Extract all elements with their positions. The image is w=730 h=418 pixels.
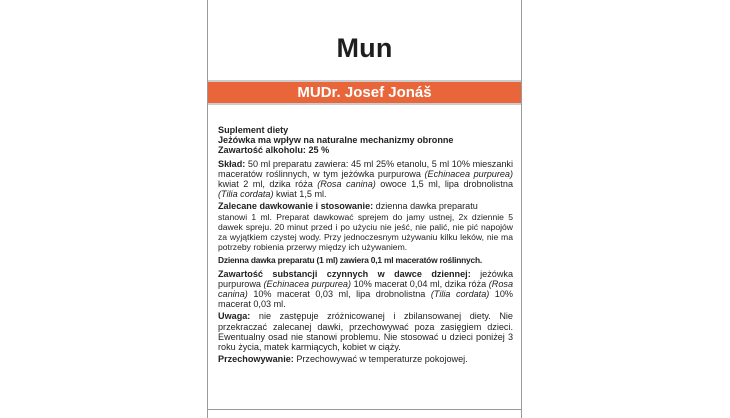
product-label bbox=[207, 0, 522, 418]
composition-text: kwiat 1,5 ml. bbox=[273, 189, 327, 200]
heading-line: Zawartość alkoholu: 25 % bbox=[218, 145, 330, 156]
active-text: 10% macerat 0,03 ml. bbox=[218, 289, 514, 310]
plant-name: (Tilia cordata) bbox=[218, 189, 274, 200]
dosage-paragraph bbox=[218, 201, 513, 252]
active-text: 10% macerat 0,03 ml, lipa drobnolistna bbox=[247, 289, 431, 300]
composition-text: 50 ml preparatu zawiera: 45 ml 25% etanolu, 5 ml 10% mieszanki maceratów roślinnych, w tym jeżówka purpurowa bbox=[218, 158, 513, 179]
composition-text: owoce 1,5 ml, lipa drobnolistna bbox=[375, 179, 513, 190]
plant-name: (Tilia cordata) bbox=[430, 289, 490, 300]
heading-line: Jeżówka ma wpływ na naturalne mechanizmy obronne bbox=[218, 135, 454, 146]
plant-name: (Rosa canina) bbox=[317, 179, 376, 190]
warning-label: Uwaga: bbox=[218, 311, 251, 322]
dosage-text: dzienna dawka preparatu bbox=[373, 201, 478, 212]
plant-name: (Echinacea purpurea) bbox=[424, 168, 514, 179]
composition-text: kwiat 2 ml, dzika róża bbox=[218, 179, 318, 190]
bottom-divider bbox=[208, 409, 521, 410]
storage-paragraph bbox=[218, 354, 513, 364]
brand-banner: MUDr. Josef Jonáš bbox=[208, 80, 521, 105]
daily-dose-note: Dzienna dawka preparatu (1 ml) zawiera 0,1 ml maceratów roślinnych. bbox=[218, 255, 483, 266]
active-text: jeżówka purpurowa bbox=[218, 268, 513, 289]
heading-line: Suplement diety bbox=[218, 125, 289, 135]
heading-block bbox=[218, 125, 513, 156]
dosage-label: Zalecane dawkowanie i stosowanie: bbox=[218, 201, 374, 212]
warning-text: nie zastępuje zróżnicowanej i zbilansowanej diety. Nie przekraczać zalecanej dawki, przechowywać poza zasięgiem dzieci. Ewentualny osad nie stanowi problemu. Nie stosować u dzieci poniżej 3 roku życia, matek karmiących, kobiet w ciąży. bbox=[218, 311, 513, 353]
plant-name: (Echinacea purpurea) bbox=[263, 278, 352, 289]
storage-text: Przechowywać w temperaturze pokojowej. bbox=[293, 354, 468, 365]
product-name: Mun bbox=[336, 33, 393, 63]
warning-paragraph bbox=[218, 311, 513, 352]
composition-label: Skład: bbox=[218, 158, 246, 169]
label-text bbox=[218, 125, 513, 366]
plant-name: (Rosa canina) bbox=[218, 278, 514, 300]
storage-label: Przechowywanie: bbox=[218, 354, 294, 365]
composition-paragraph bbox=[218, 159, 513, 200]
active-substances-paragraph bbox=[218, 269, 513, 310]
active-text: 10% macerat 0,04 ml, dzika róża bbox=[351, 278, 489, 289]
dosage-text: stanowi 1 ml. Preparat dawkować sprejem do jamy ustnej, 2x dziennie 5 dawek spreju. 20 minut przed i po użyciu nie jeść, nie palić, nie pić napojów za wyjątkiem czystej wody. Przy jednoczesnym używaniu kilku leków, nie ma potrzeby robienia przerwy między ich używaniem. bbox=[218, 211, 513, 253]
active-substances-label: Zawartość substancji czynnych w dawce dziennej: bbox=[218, 268, 471, 279]
